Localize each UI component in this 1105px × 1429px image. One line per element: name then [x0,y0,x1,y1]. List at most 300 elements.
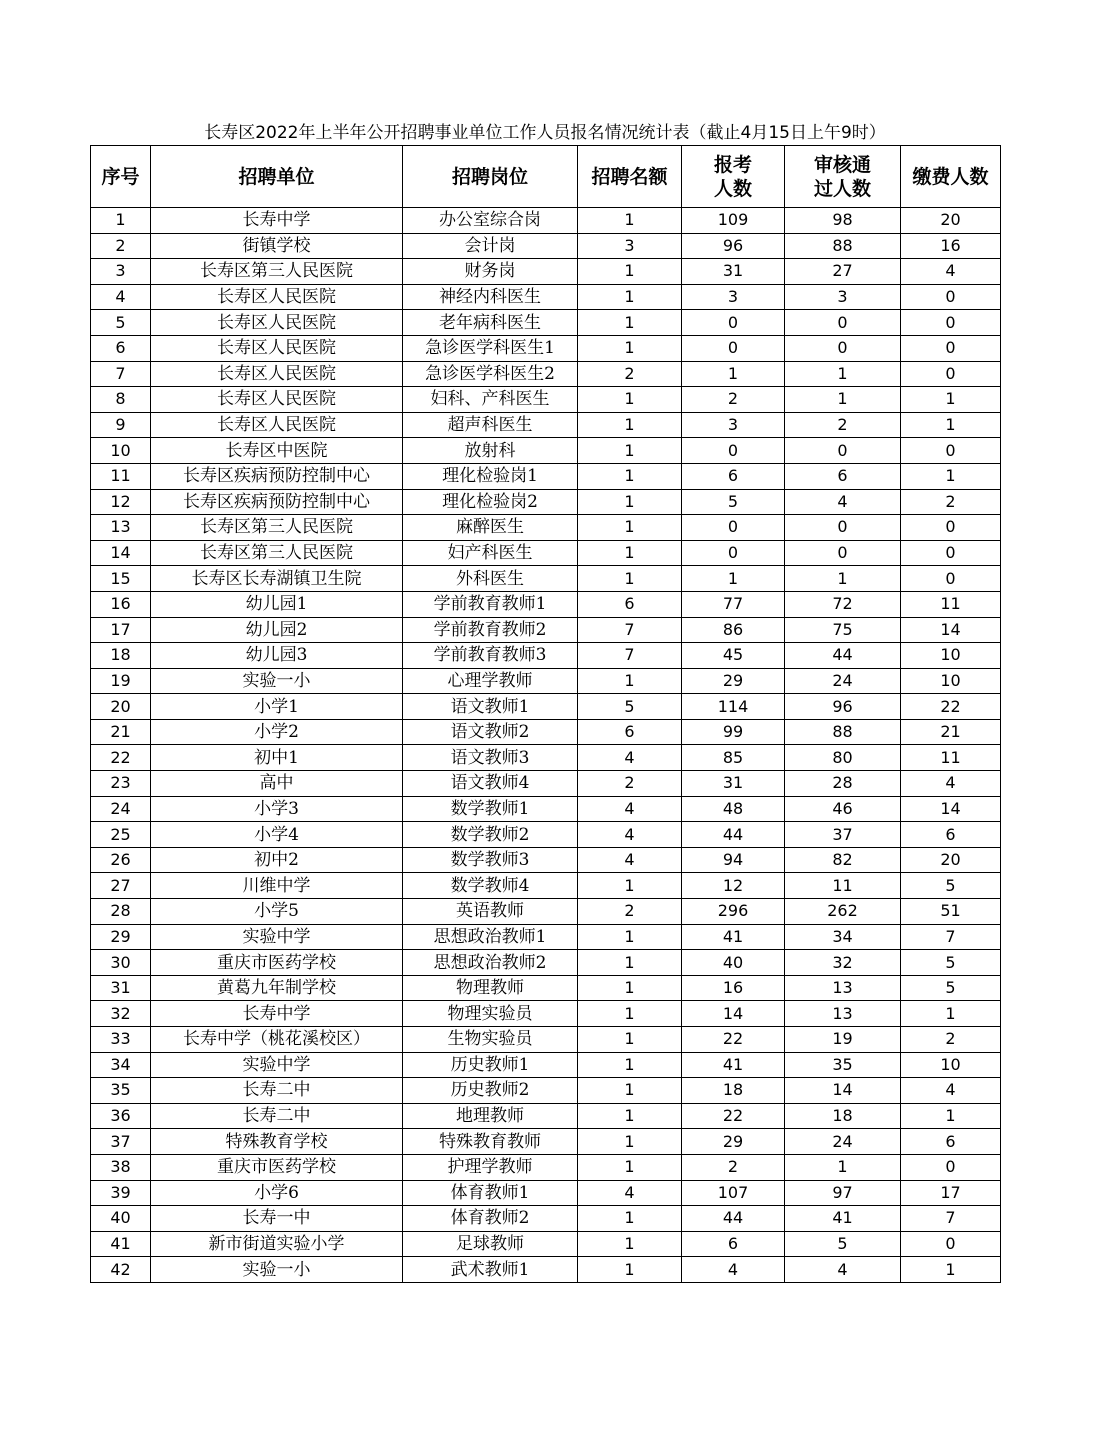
cell-seq: 37 [91,1129,151,1155]
cell-applicants: 16 [682,975,785,1001]
cell-approved: 1 [785,361,901,387]
table-row [91,387,1001,413]
page-title: 长寿区2022年上半年公开招聘事业单位工作人员报名情况统计表（截止4月15日上午9时） [204,123,886,143]
table-row [91,1027,1001,1053]
cell-applicants: 48 [682,796,785,822]
cell-unit: 长寿区第三人民医院 [151,540,403,566]
cell-applicants: 44 [682,1206,785,1232]
cell-position: 学前教育教师3 [403,643,578,669]
cell-seq: 11 [91,463,151,489]
cell-quota: 2 [578,899,682,925]
header-applicants [682,146,785,208]
cell-seq: 25 [91,822,151,848]
cell-paid: 1 [901,1103,1001,1129]
cell-unit: 长寿区疾病预防控制中心 [151,463,403,489]
cell-quota: 1 [578,1257,682,1283]
cell-applicants: 31 [682,259,785,285]
cell-applicants: 109 [682,208,785,234]
cell-position: 学前教育教师1 [403,591,578,617]
cell-approved: 2 [785,412,901,438]
cell-paid: 20 [901,208,1001,234]
cell-position: 足球教师 [403,1231,578,1257]
cell-seq: 15 [91,566,151,592]
table-row [91,822,1001,848]
cell-paid: 17 [901,1180,1001,1206]
cell-position: 思想政治教师2 [403,950,578,976]
cell-position: 护理学教师 [403,1154,578,1180]
cell-paid: 0 [901,566,1001,592]
header-quota: 招聘名额 [578,146,682,208]
cell-approved: 98 [785,208,901,234]
cell-applicants: 94 [682,847,785,873]
table-row [91,1206,1001,1232]
cell-quota: 1 [578,1129,682,1155]
cell-quota: 1 [578,310,682,336]
cell-position: 数学教师4 [403,873,578,899]
cell-approved: 0 [785,515,901,541]
cell-seq: 7 [91,361,151,387]
cell-paid: 11 [901,745,1001,771]
cell-approved: 14 [785,1078,901,1104]
table-row [91,1154,1001,1180]
cell-position: 语文教师3 [403,745,578,771]
cell-paid: 7 [901,924,1001,950]
table-row [91,438,1001,464]
header-unit: 招聘单位 [151,146,403,208]
cell-unit: 实验中学 [151,924,403,950]
cell-applicants: 0 [682,335,785,361]
table-row [91,1001,1001,1027]
cell-seq: 28 [91,899,151,925]
cell-position: 体育教师1 [403,1180,578,1206]
cell-seq: 23 [91,771,151,797]
cell-unit: 长寿区人民医院 [151,412,403,438]
cell-paid: 0 [901,361,1001,387]
cell-paid: 51 [901,899,1001,925]
cell-applicants: 99 [682,719,785,745]
cell-position: 心理学教师 [403,668,578,694]
cell-applicants: 114 [682,694,785,720]
cell-paid: 1 [901,1001,1001,1027]
cell-unit: 幼儿园2 [151,617,403,643]
cell-approved: 0 [785,438,901,464]
cell-approved: 6 [785,463,901,489]
table-row [91,591,1001,617]
cell-applicants: 1 [682,361,785,387]
cell-position: 语文教师4 [403,771,578,797]
cell-paid: 5 [901,950,1001,976]
cell-paid: 16 [901,233,1001,259]
header-seq: 序号 [91,146,151,208]
cell-position: 物理实验员 [403,1001,578,1027]
table-row [91,233,1001,259]
cell-quota: 1 [578,668,682,694]
cell-position: 物理教师 [403,975,578,1001]
cell-quota: 1 [578,1001,682,1027]
cell-quota: 1 [578,1206,682,1232]
cell-applicants: 77 [682,591,785,617]
cell-quota: 1 [578,335,682,361]
header-approved-line1: 审核通 [813,153,871,176]
cell-unit: 重庆市医药学校 [151,1154,403,1180]
cell-seq: 9 [91,412,151,438]
cell-approved: 44 [785,643,901,669]
table-header [91,146,1001,208]
cell-paid: 4 [901,259,1001,285]
cell-applicants: 45 [682,643,785,669]
cell-approved: 46 [785,796,901,822]
cell-approved: 1 [785,1154,901,1180]
cell-quota: 1 [578,259,682,285]
cell-position: 数学教师2 [403,822,578,848]
cell-seq: 14 [91,540,151,566]
cell-applicants: 6 [682,463,785,489]
table-row [91,463,1001,489]
cell-seq: 30 [91,950,151,976]
table-row [91,668,1001,694]
cell-unit: 幼儿园3 [151,643,403,669]
cell-quota: 7 [578,617,682,643]
cell-quota: 1 [578,975,682,1001]
cell-approved: 35 [785,1052,901,1078]
cell-paid: 1 [901,412,1001,438]
cell-seq: 35 [91,1078,151,1104]
cell-applicants: 22 [682,1103,785,1129]
cell-paid: 0 [901,515,1001,541]
cell-position: 外科医生 [403,566,578,592]
cell-applicants: 107 [682,1180,785,1206]
cell-quota: 4 [578,796,682,822]
cell-unit: 街镇学校 [151,233,403,259]
cell-applicants: 2 [682,387,785,413]
header-applicants-line2: 人数 [713,177,752,200]
cell-unit: 初中2 [151,847,403,873]
cell-seq: 4 [91,284,151,310]
cell-applicants: 2 [682,1154,785,1180]
cell-unit: 实验一小 [151,668,403,694]
table-row [91,771,1001,797]
cell-position: 学前教育教师2 [403,617,578,643]
cell-seq: 26 [91,847,151,873]
cell-quota: 1 [578,540,682,566]
cell-unit: 长寿区人民医院 [151,361,403,387]
cell-paid: 0 [901,284,1001,310]
cell-position: 体育教师2 [403,1206,578,1232]
cell-applicants: 41 [682,924,785,950]
cell-unit: 小学5 [151,899,403,925]
cell-approved: 19 [785,1027,901,1053]
cell-paid: 2 [901,489,1001,515]
cell-unit: 高中 [151,771,403,797]
cell-paid: 10 [901,643,1001,669]
cell-unit: 小学6 [151,1180,403,1206]
table-row [91,284,1001,310]
cell-position: 理化检验岗2 [403,489,578,515]
cell-approved: 96 [785,694,901,720]
table-row [91,515,1001,541]
table-row [91,847,1001,873]
cell-position: 急诊医学科医生1 [403,335,578,361]
cell-approved: 5 [785,1231,901,1257]
cell-unit: 重庆市医药学校 [151,950,403,976]
cell-position: 财务岗 [403,259,578,285]
table-row [91,259,1001,285]
cell-quota: 1 [578,489,682,515]
cell-seq: 36 [91,1103,151,1129]
cell-approved: 4 [785,1257,901,1283]
cell-approved: 4 [785,489,901,515]
table-row [91,1231,1001,1257]
table-row [91,617,1001,643]
table-row [91,335,1001,361]
cell-approved: 11 [785,873,901,899]
cell-unit: 川维中学 [151,873,403,899]
cell-approved: 72 [785,591,901,617]
cell-paid: 1 [901,387,1001,413]
cell-approved: 262 [785,899,901,925]
cell-unit: 实验中学 [151,1052,403,1078]
cell-applicants: 29 [682,1129,785,1155]
cell-seq: 5 [91,310,151,336]
cell-applicants: 44 [682,822,785,848]
cell-seq: 39 [91,1180,151,1206]
cell-applicants: 29 [682,668,785,694]
cell-quota: 1 [578,1154,682,1180]
cell-seq: 16 [91,591,151,617]
cell-position: 英语教师 [403,899,578,925]
cell-position: 办公室综合岗 [403,208,578,234]
cell-position: 神经内科医生 [403,284,578,310]
cell-applicants: 22 [682,1027,785,1053]
cell-position: 语文教师1 [403,694,578,720]
table-row [91,796,1001,822]
cell-unit: 长寿区人民医院 [151,387,403,413]
header-position: 招聘岗位 [403,146,578,208]
cell-seq: 40 [91,1206,151,1232]
cell-approved: 34 [785,924,901,950]
cell-quota: 6 [578,591,682,617]
table-row [91,643,1001,669]
cell-paid: 0 [901,1231,1001,1257]
cell-applicants: 3 [682,284,785,310]
table-row [91,899,1001,925]
cell-paid: 7 [901,1206,1001,1232]
cell-unit: 长寿一中 [151,1206,403,1232]
cell-paid: 5 [901,873,1001,899]
cell-approved: 18 [785,1103,901,1129]
cell-applicants: 41 [682,1052,785,1078]
table-row [91,1257,1001,1283]
cell-applicants: 40 [682,950,785,976]
cell-seq: 41 [91,1231,151,1257]
cell-applicants: 6 [682,1231,785,1257]
cell-unit: 长寿区人民医院 [151,310,403,336]
table-row [91,208,1001,234]
cell-seq: 6 [91,335,151,361]
cell-approved: 75 [785,617,901,643]
cell-paid: 6 [901,822,1001,848]
table-row [91,719,1001,745]
cell-approved: 3 [785,284,901,310]
table-row [91,1078,1001,1104]
cell-seq: 27 [91,873,151,899]
cell-seq: 32 [91,1001,151,1027]
cell-approved: 82 [785,847,901,873]
cell-quota: 4 [578,822,682,848]
cell-position: 数学教师1 [403,796,578,822]
cell-applicants: 0 [682,515,785,541]
cell-paid: 1 [901,463,1001,489]
cell-unit: 小学1 [151,694,403,720]
cell-approved: 28 [785,771,901,797]
cell-quota: 6 [578,719,682,745]
cell-seq: 31 [91,975,151,1001]
cell-paid: 4 [901,1078,1001,1104]
cell-quota: 3 [578,233,682,259]
cell-seq: 1 [91,208,151,234]
cell-paid: 6 [901,1129,1001,1155]
cell-quota: 1 [578,950,682,976]
cell-seq: 42 [91,1257,151,1283]
cell-unit: 长寿中学 [151,1001,403,1027]
table-row [91,1180,1001,1206]
cell-approved: 24 [785,668,901,694]
cell-approved: 32 [785,950,901,976]
cell-paid: 10 [901,668,1001,694]
cell-paid: 0 [901,540,1001,566]
table-row [91,412,1001,438]
cell-position: 理化检验岗1 [403,463,578,489]
cell-quota: 1 [578,566,682,592]
cell-quota: 1 [578,873,682,899]
cell-applicants: 85 [682,745,785,771]
cell-unit: 长寿区中医院 [151,438,403,464]
cell-quota: 1 [578,463,682,489]
cell-quota: 1 [578,387,682,413]
cell-seq: 21 [91,719,151,745]
table-row [91,1052,1001,1078]
cell-unit: 长寿区第三人民医院 [151,515,403,541]
cell-quota: 1 [578,515,682,541]
table-row [91,566,1001,592]
cell-quota: 5 [578,694,682,720]
cell-applicants: 14 [682,1001,785,1027]
cell-paid: 0 [901,438,1001,464]
cell-applicants: 12 [682,873,785,899]
cell-quota: 1 [578,924,682,950]
cell-position: 地理教师 [403,1103,578,1129]
cell-position: 老年病科医生 [403,310,578,336]
cell-paid: 4 [901,771,1001,797]
cell-quota: 2 [578,771,682,797]
table-row [91,873,1001,899]
cell-approved: 13 [785,1001,901,1027]
cell-position: 麻醉医生 [403,515,578,541]
cell-quota: 1 [578,284,682,310]
cell-quota: 1 [578,1052,682,1078]
cell-seq: 33 [91,1027,151,1053]
cell-position: 超声科医生 [403,412,578,438]
cell-position: 数学教师3 [403,847,578,873]
header-approved-line2: 过人数 [813,177,871,200]
cell-quota: 1 [578,1027,682,1053]
cell-paid: 2 [901,1027,1001,1053]
cell-position: 会计岗 [403,233,578,259]
cell-seq: 12 [91,489,151,515]
cell-quota: 1 [578,438,682,464]
cell-seq: 19 [91,668,151,694]
cell-paid: 1 [901,1257,1001,1283]
cell-approved: 1 [785,566,901,592]
cell-unit: 新市街道实验小学 [151,1231,403,1257]
cell-seq: 18 [91,643,151,669]
table-row [91,361,1001,387]
cell-seq: 38 [91,1154,151,1180]
table-row [91,489,1001,515]
cell-applicants: 3 [682,412,785,438]
cell-applicants: 31 [682,771,785,797]
table-row [91,950,1001,976]
cell-unit: 长寿二中 [151,1078,403,1104]
cell-applicants: 0 [682,310,785,336]
cell-approved: 1 [785,387,901,413]
table-row [91,1103,1001,1129]
cell-applicants: 4 [682,1257,785,1283]
cell-quota: 1 [578,1231,682,1257]
cell-applicants: 0 [682,438,785,464]
cell-quota: 4 [578,1180,682,1206]
cell-seq: 10 [91,438,151,464]
table-row [91,694,1001,720]
cell-paid: 0 [901,310,1001,336]
cell-unit: 小学3 [151,796,403,822]
cell-unit: 长寿区疾病预防控制中心 [151,489,403,515]
cell-approved: 0 [785,335,901,361]
header-paid: 缴费人数 [901,146,1001,208]
cell-position: 武术教师1 [403,1257,578,1283]
cell-unit: 实验一小 [151,1257,403,1283]
cell-applicants: 296 [682,899,785,925]
cell-quota: 7 [578,643,682,669]
cell-position: 妇科、产科医生 [403,387,578,413]
cell-unit: 特殊教育学校 [151,1129,403,1155]
cell-seq: 17 [91,617,151,643]
cell-paid: 20 [901,847,1001,873]
cell-position: 思想政治教师1 [403,924,578,950]
cell-position: 特殊教育教师 [403,1129,578,1155]
table-row [91,924,1001,950]
cell-unit: 幼儿园1 [151,591,403,617]
cell-approved: 24 [785,1129,901,1155]
cell-unit: 长寿区第三人民医院 [151,259,403,285]
cell-quota: 1 [578,412,682,438]
cell-unit: 长寿中学 [151,208,403,234]
cell-unit: 小学2 [151,719,403,745]
cell-approved: 0 [785,310,901,336]
header-applicants-line1: 报考 [713,153,752,176]
header-row [91,146,1001,208]
cell-quota: 2 [578,361,682,387]
cell-seq: 34 [91,1052,151,1078]
cell-seq: 22 [91,745,151,771]
cell-unit: 长寿区长寿湖镇卫生院 [151,566,403,592]
cell-applicants: 5 [682,489,785,515]
table-row [91,540,1001,566]
table-row [91,310,1001,336]
cell-unit: 长寿二中 [151,1103,403,1129]
cell-paid: 11 [901,591,1001,617]
cell-unit: 长寿区人民医院 [151,335,403,361]
